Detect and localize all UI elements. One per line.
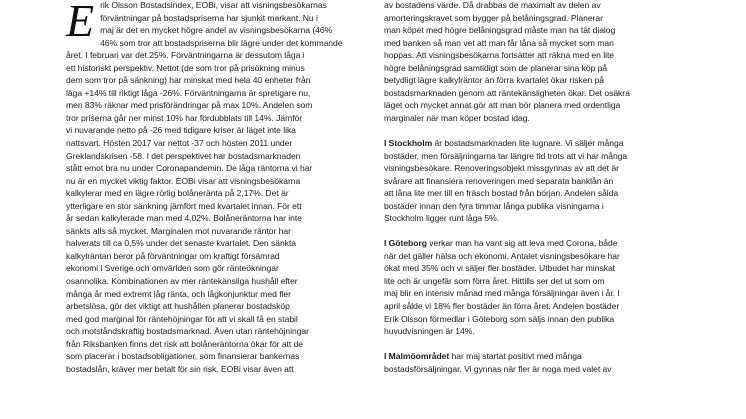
left-column	[66, 0, 380, 388]
stockholm-paragraph	[384, 137, 704, 225]
stockholm-text: är bostadsmarknaden lite lugnare. Vi säljer många bostäder, men försäljningarna tar längre tid trots att vi har många visningsbesökare. Renoveringsobjekt missgynnas av att det är svårare att finansiera renoveringen med separata banklån än att låna lite mer till en fräsch bostad från början. Andelen sålda bostäder innan den fyra timmar långa publika visningarna i Stockholm ligger runt låga 5%.	[384, 137, 628, 224]
right-column	[384, 0, 704, 388]
malmo-paragraph	[384, 350, 704, 375]
malmo-heading: I Malmöområdet	[384, 351, 450, 362]
goteborg-paragraph	[384, 237, 704, 337]
intro-text: rik Olsson Bostadsindex, EOBi, visar att visningsbesökarnas förväntningar på bostadspriserna har sjunkit markant. Nu i maj är det en mycket högre andel av visningsbesökarna (46% 46% som tror att bostadspriserna blir lägre under det kommande året. I februari var det 25%. Förväntningarna är dessutom låga i ett historiskt perspektiv. Nettot (de som tror på prisökning minus dem som tror på sänkning) har minskat med hela 40 enheter från läga +14% till riktigt låga -26%. Förväntningarna är spretigare nu, men 83% räknar med prisförändringar på max 10%. Andelen som tror priserna går ner minst 10% har fördubblats till 14%. Jämför vi nuvarande netto på -26 med tidigare kriser är läget inte lika nattsvart. Hösten 2017 var nettot -37 och hösten 2011 under Greklandskrisen -58. I det perspektivet har bostadsmarknaden stått emot bra nu under Coronapandemin. De låga räntorna vi har nu är en mycket viktig faktor. EOBi visar att visningsbesökarna kalkylerar med en lägre rörlig bolåneränta på 2,17%. Det är ytterligare en stor sänkning jämfört med kvartalet innan. För ett år sedan kalkylerade man med 4,02%. Bolåneräntorna har inte sänkts alls så mycket. Marginalen mot nuvarande räntor har halverats till ca 0,5% under det senaste kvartalet. Den sänkta kalkylräntan beror på förväntningar om kraftigt försämrad ekonomi i Sverige och omvärlden som gör ränteökningar osannolika. Kombinationen av mer räntekänsliga hushåll efter många år med extremt låg ränta, och lågkonjunktur med fler arbetslösa, gör det viktigt att hushållen planerar bostadsköp med god marginal för räntehöjningar för att vi skall få en stabil och motståndskraftig bostadsmarknad. Även utan räntehöjningar från Riksbanken finns det risk att bolåneräntorna ökar för att de som placerar i bostadsobligationer, som finansierar bankernas bostadslån, kräver mer betalt för sin risk. EOBi visar även att	[66, 0, 343, 374]
stockholm-heading: I Stockholm	[384, 137, 433, 148]
intro-paragraph	[66, 0, 380, 375]
malmo-text: har maj startat positivt med många bostadsförsäljningar. Vi gynnas när fler är noga med valet av	[384, 351, 612, 374]
goteborg-text: verkar man ha vant sig att leva med Corona, både när det gäller hälsa och ekonomi. Antalet visningsbesökare har ökat med 35% och vi säljer fler bostäder. Utbudet har minskat lite och är ungefär som förra året. Hittills ser det ut som om maj blir en intensiv månad med många försäljningar även i år. I april sålde vi 18% fler bostäder än förra året. Andelen bostäder Erik Olsson förmedlar i Göteborg som säljs innan den publika huvudvisningen är 14%.	[384, 238, 620, 337]
drop-cap: E	[66, 0, 95, 46]
continuation-text: av bostadens värde. Då drabbas de maximalt av delen av amorteringskravet som bygger på belåningsgrad. Planerar man köpet med högre belåningsgrad måste man ha tät dialog med banken så man vet att man får låna så mycket som man hoppas. Att visningsbesökarna fortsätter att räkna med en lite högre belåningsgrad samtidigt som de planerar sina köp på betydligt lägre kalkylräntor än förra kvartalet ökar risken på bostadsmarknaden genom att räntekänsligheten ökar. Det osäkra läget och mycket annat gör att man bör planera med ordentliga marginaler när man köper bostad idag.	[384, 0, 630, 123]
continuation-paragraph	[384, 0, 704, 124]
goteborg-heading: I Göteborg	[384, 238, 427, 249]
